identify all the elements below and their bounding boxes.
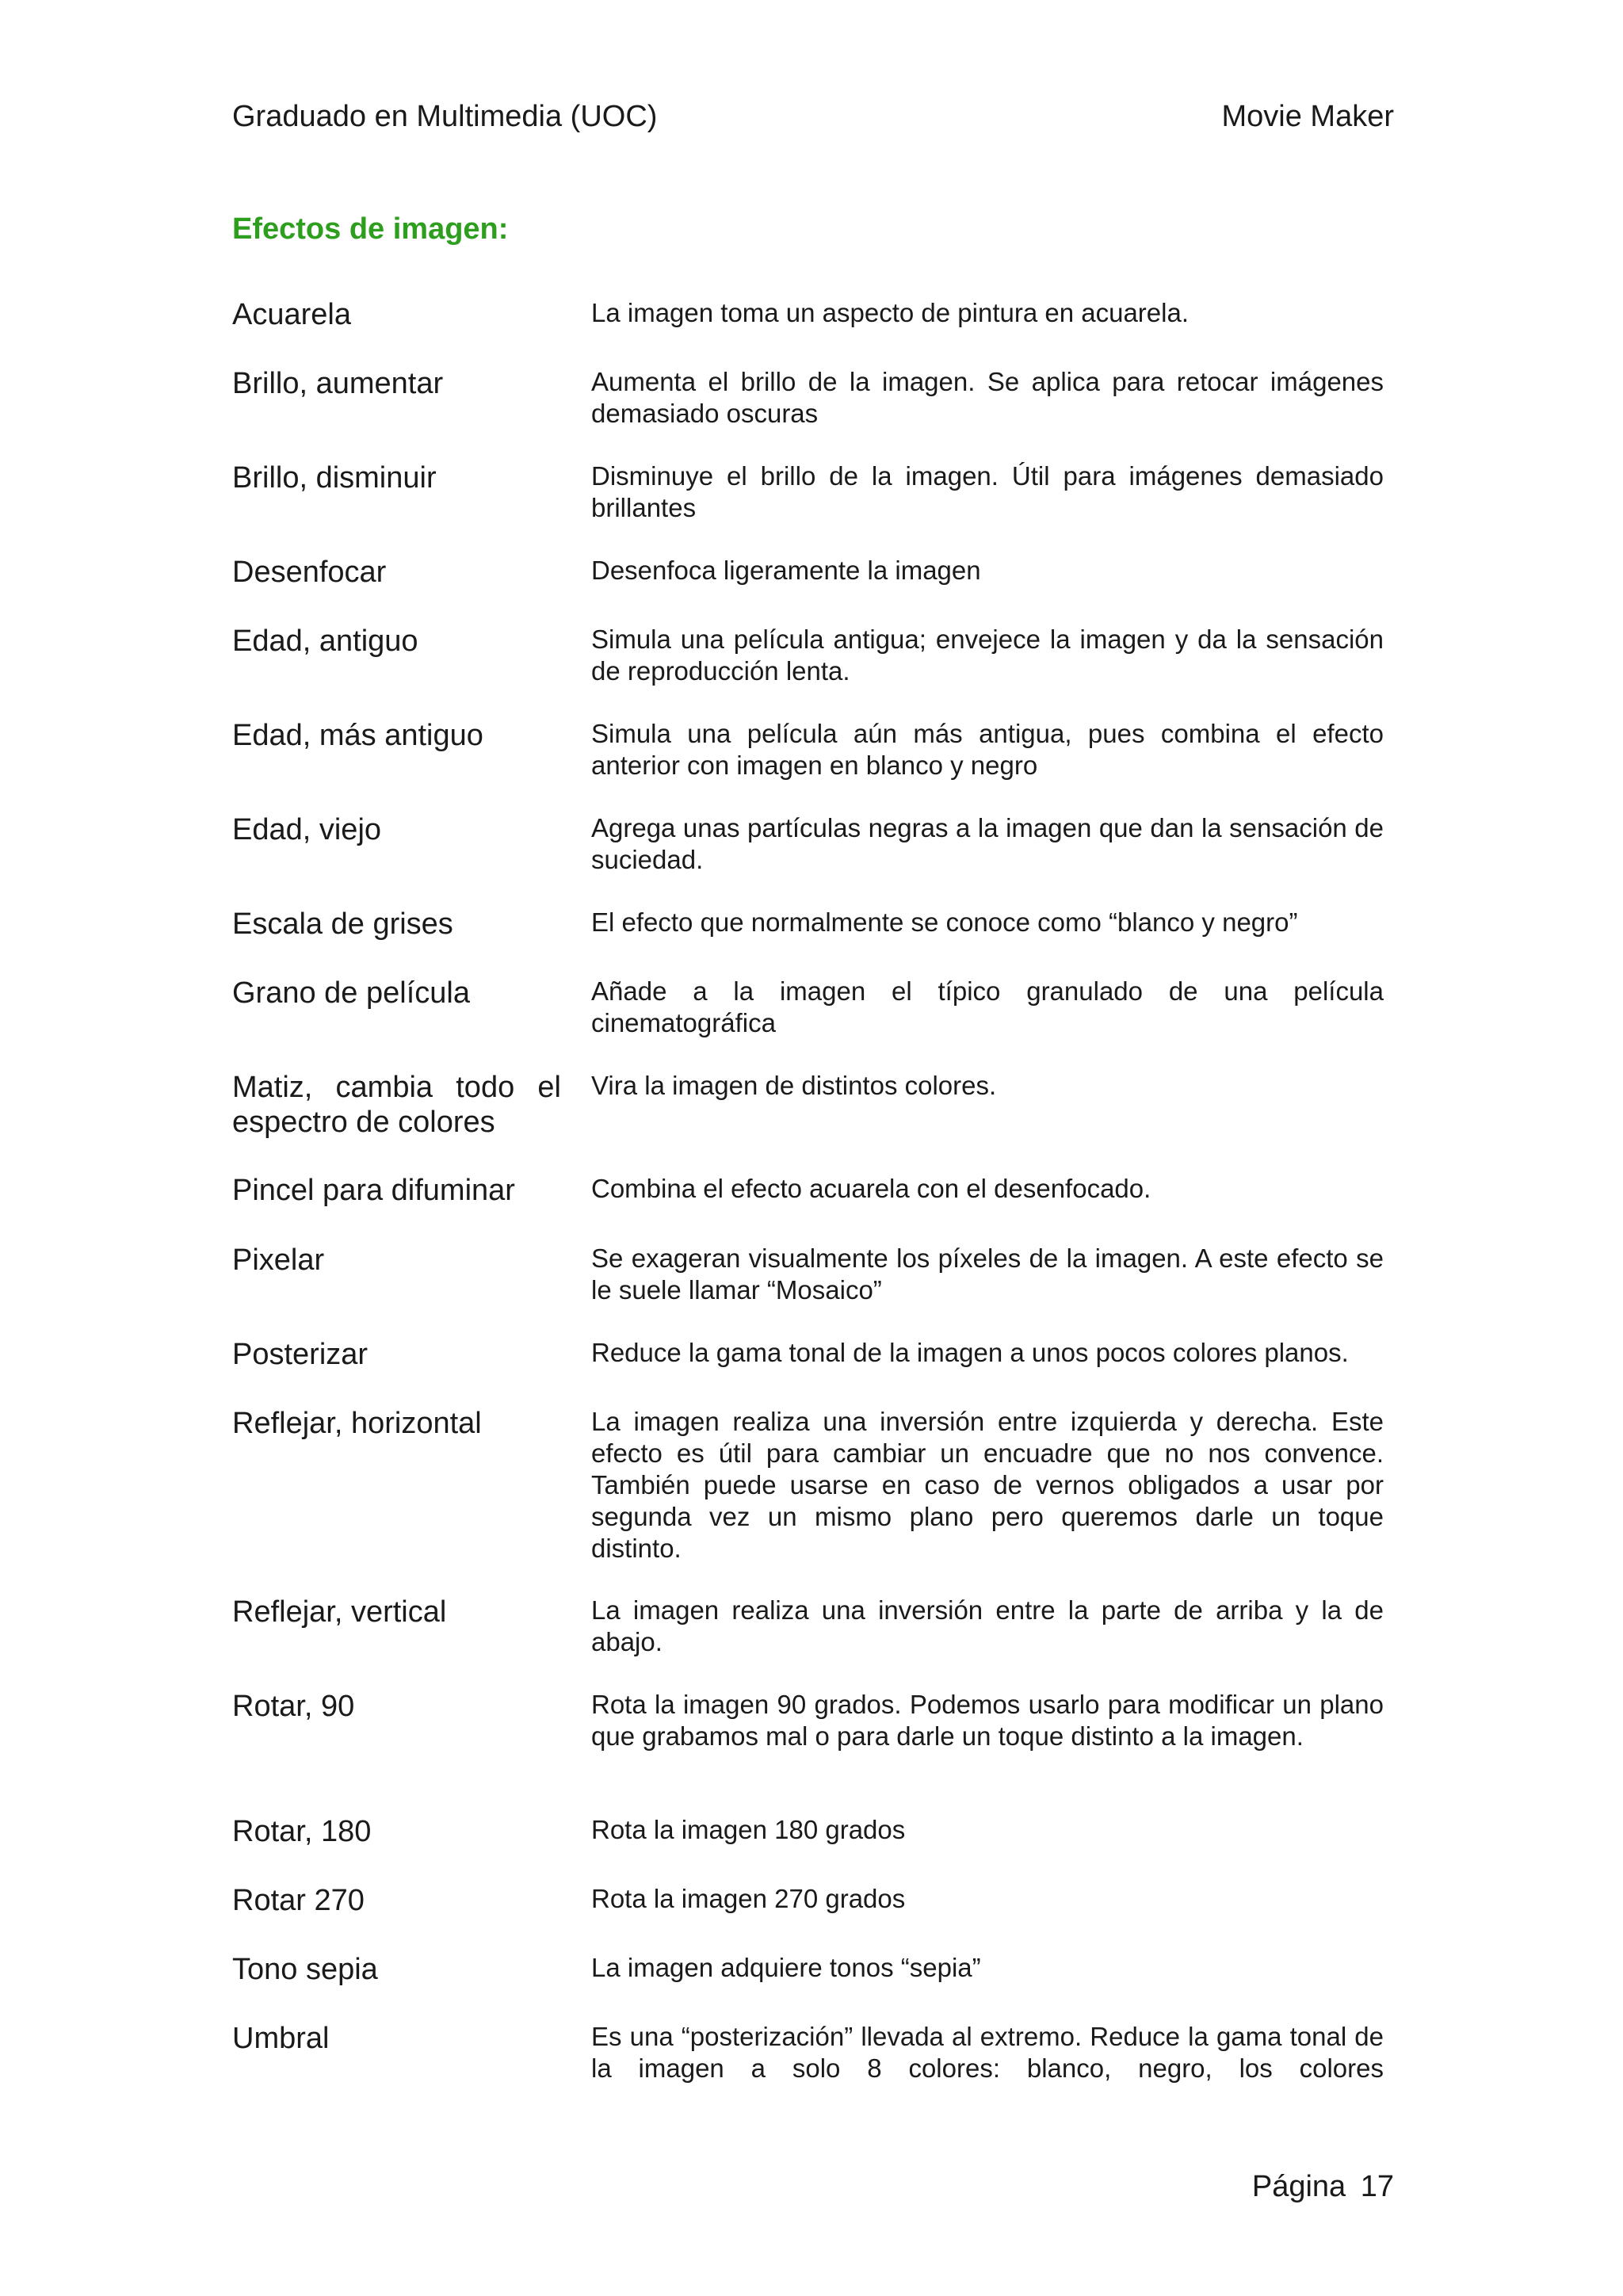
effect-description: Rota la imagen 270 grados	[591, 1884, 906, 1913]
effect-description: Añade a la imagen el típico granulado de una película cinematográfica	[591, 976, 1384, 1037]
effect-description: Disminuye el brillo de la imagen. Útil para imágenes demasiado brillantes	[591, 461, 1384, 522]
effect-name: Matiz, cambia todo el espectro de colores	[232, 1071, 561, 1139]
effect-name: Rotar, 90	[232, 1690, 355, 1723]
effect-description: Combina el efecto acuarela con el desenfocado.	[591, 1174, 1151, 1203]
document-title: Graduado en Multimedia (UOC)	[232, 100, 658, 133]
effect-description: Rota la imagen 90 grados. Podemos usarlo para modificar un plano que grabamos mal o para darle un toque distinto a la imagen.	[591, 1690, 1384, 1751]
effect-name: Acuarela	[232, 298, 351, 331]
effect-description: Es una “posterización” llevada al extremo. Reduce la gama tonal de la imagen a solo 8 colores: blanco, negro, los colores	[591, 2022, 1384, 2083]
effect-name: Brillo, aumentar	[232, 367, 444, 400]
effect-description: Simula una película aún más antigua, pues combina el efecto anterior con imagen en blanco y negro	[591, 719, 1384, 780]
effect-name: Desenfocar	[232, 556, 387, 589]
effect-name: Edad, más antiguo	[232, 719, 483, 752]
effect-description: Simula una película antigua; envejece la imagen y da la sensación de reproducción lenta.	[591, 625, 1384, 686]
effect-name: Umbral	[232, 2022, 330, 2055]
effect-description: El efecto que normalmente se conoce como “blanco y negro”	[591, 907, 1298, 937]
effect-name: Tono sepia	[232, 1953, 378, 1986]
effect-name: Pixelar	[232, 1244, 325, 1277]
effect-name: Escala de grises	[232, 907, 453, 941]
effect-description: Reduce la gama tonal de la imagen a unos pocos colores planos.	[591, 1338, 1349, 1367]
effect-name: Reflejar, vertical	[232, 1595, 447, 1629]
effect-name: Rotar, 180	[232, 1815, 372, 1848]
effect-description: La imagen adquiere tonos “sepia”	[591, 1953, 981, 1982]
effect-description: Rota la imagen 180 grados	[591, 1815, 906, 1844]
section-heading: Efectos de imagen:	[232, 212, 509, 246]
effect-name: Pincel para difuminar	[232, 1174, 515, 1207]
effect-name: Rotar 270	[232, 1884, 365, 1917]
effect-description: Desenfoca ligeramente la imagen	[591, 556, 981, 585]
effect-description: Agrega unas partículas negras a la imagen que dan la sensación de suciedad.	[591, 813, 1384, 874]
effect-name: Posterizar	[232, 1338, 369, 1371]
effect-name: Edad, antiguo	[232, 625, 418, 658]
effect-name: Grano de película	[232, 976, 470, 1010]
effect-description: Se exageran visualmente los píxeles de la imagen. A este efecto se le suele llamar “Mosaico”	[591, 1244, 1384, 1305]
effect-description: Aumenta el brillo de la imagen. Se aplica para retocar imágenes demasiado oscuras	[591, 367, 1384, 428]
effect-description: La imagen toma un aspecto de pintura en acuarela.	[591, 298, 1190, 327]
effect-description: La imagen realiza una inversión entre la parte de arriba y la de abajo.	[591, 1595, 1384, 1656]
effect-name: Edad, viejo	[232, 813, 382, 846]
effect-description: Vira la imagen de distintos colores.	[591, 1071, 997, 1100]
page-number: Página 17	[1251, 2170, 1394, 2203]
effect-name: Reflejar, horizontal	[232, 1407, 482, 1440]
effect-name: Brillo, disminuir	[232, 461, 437, 495]
chapter-title: Movie Maker	[1221, 100, 1394, 133]
effect-description: La imagen realiza una inversión entre izquierda y derecha. Este efecto es útil para cambiar un encuadre que no nos convence. También puede usarse en caso de vernos obligados a usar por segunda vez un mismo plano pero queremos darle un toque distinto.	[591, 1407, 1384, 1563]
